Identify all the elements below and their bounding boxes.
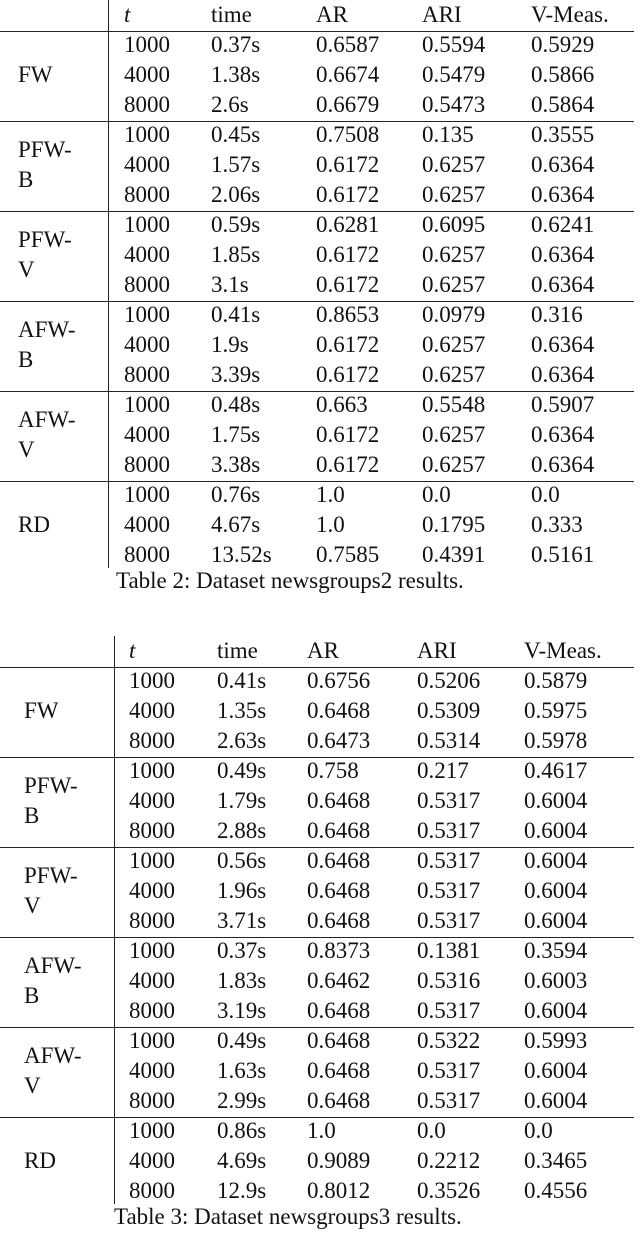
cell-t: 4000 [129, 1058, 175, 1083]
cell-vmeas: 0.6364 [531, 272, 595, 297]
cell-ar: 0.6468 [307, 998, 371, 1023]
cell-t: 8000 [124, 362, 170, 387]
cell-vmeas: 0.5866 [531, 62, 595, 87]
cell-vmeas: 0.6364 [531, 362, 595, 387]
cell-t: 1000 [129, 938, 175, 963]
cell-time: 2.88s [217, 818, 267, 843]
cell-vmeas: 0.6364 [531, 452, 595, 477]
cell-time: 0.37s [211, 32, 261, 57]
cell-ar: 0.6172 [316, 242, 380, 267]
table-row [0, 480, 640, 510]
cell-t: 1000 [129, 1118, 175, 1143]
table-row [0, 90, 640, 120]
cell-t: 8000 [129, 818, 175, 843]
table-row [0, 360, 640, 390]
table-row [0, 816, 640, 846]
header-row [0, 636, 640, 666]
cell-time: 1.9s [211, 332, 249, 357]
cell-ar: 0.6468 [307, 1058, 371, 1083]
cell-ari: 0.6257 [422, 182, 486, 207]
cell-vmeas: 0.6004 [524, 1058, 588, 1083]
cell-time: 4.67s [211, 512, 261, 537]
cell-time: 12.9s [217, 1178, 267, 1203]
cell-t: 1000 [124, 482, 170, 507]
cell-vmeas: 0.0 [531, 482, 560, 507]
cell-ari: 0.135 [422, 122, 474, 147]
cell-vmeas: 0.6004 [524, 848, 588, 873]
cell-t: 1000 [129, 848, 175, 873]
cell-ar: 0.6468 [307, 908, 371, 933]
cell-ar: 0.7585 [316, 542, 380, 567]
cell-ari: 0.6095 [422, 212, 486, 237]
cell-vmeas: 0.5864 [531, 92, 595, 117]
table-row [0, 966, 640, 996]
cell-ari: 0.5317 [417, 788, 481, 813]
cell-t: 8000 [124, 92, 170, 117]
cell-ari: 0.6257 [422, 362, 486, 387]
cell-time: 0.56s [217, 848, 267, 873]
cell-time: 1.57s [211, 152, 261, 177]
cell-ari: 0.5322 [417, 1028, 481, 1053]
cell-ar: 0.6468 [307, 698, 371, 723]
group-label-line: PFW- [24, 863, 78, 888]
table-row [0, 300, 640, 330]
cell-t: 8000 [129, 1088, 175, 1113]
cell-ar: 0.6172 [316, 272, 380, 297]
cell-t: 4000 [124, 62, 170, 87]
group-label-line: RD [18, 512, 50, 537]
table-row [0, 996, 640, 1026]
column-rule [108, 0, 109, 568]
cell-t: 4000 [124, 152, 170, 177]
cell-ari: 0.6257 [422, 452, 486, 477]
cell-time: 0.49s [217, 758, 267, 783]
group-label-line: B [24, 983, 40, 1008]
cell-vmeas: 0.0 [524, 1118, 553, 1143]
group-label-line: V [24, 1073, 41, 1098]
cell-vmeas: 0.6364 [531, 152, 595, 177]
cell-vmeas: 0.6364 [531, 242, 595, 267]
cell-t: 4000 [129, 968, 175, 993]
group-label-line: PFW- [18, 227, 72, 252]
cell-vmeas: 0.316 [531, 302, 583, 327]
cell-ari: 0.6257 [422, 422, 486, 447]
header-row [0, 0, 640, 30]
cell-ar: 0.9089 [307, 1148, 371, 1173]
table-row [0, 666, 640, 696]
cell-ar: 0.8373 [307, 938, 371, 963]
cell-t: 1000 [124, 212, 170, 237]
table-row [0, 180, 640, 210]
cell-time: 1.38s [211, 62, 261, 87]
cell-ari: 0.5317 [417, 1058, 481, 1083]
table-row [0, 1116, 640, 1146]
cell-time: 3.71s [217, 908, 267, 933]
table-row [0, 510, 640, 540]
cell-ar: 0.6172 [316, 332, 380, 357]
cell-ari: 0.0979 [422, 302, 486, 327]
cell-vmeas: 0.6364 [531, 182, 595, 207]
cell-t: 4000 [129, 878, 175, 903]
cell-vmeas: 0.6004 [524, 788, 588, 813]
cell-time: 13.52s [211, 542, 272, 567]
cell-vmeas: 0.6364 [531, 332, 595, 357]
cell-ari: 0.5473 [422, 92, 486, 117]
cell-t: 1000 [129, 668, 175, 693]
cell-ar: 0.6756 [307, 668, 371, 693]
cell-ari: 0.1795 [422, 512, 486, 537]
group-label-line: PFW- [24, 773, 78, 798]
table-row [0, 240, 640, 270]
cell-vmeas: 0.6241 [531, 212, 595, 237]
cell-ari: 0.1381 [417, 938, 481, 963]
table-row [0, 786, 640, 816]
group-label-line: AFW- [24, 953, 82, 978]
header-ari: ARI [422, 2, 462, 27]
cell-time: 1.63s [217, 1058, 267, 1083]
table-row [0, 60, 640, 90]
cell-time: 3.38s [211, 452, 261, 477]
cell-vmeas: 0.6003 [524, 968, 588, 993]
cell-time: 1.79s [217, 788, 267, 813]
table-row [0, 150, 640, 180]
cell-ari: 0.5317 [417, 908, 481, 933]
cell-t: 1000 [124, 302, 170, 327]
cell-t: 4000 [124, 422, 170, 447]
group-label-line: PFW- [18, 137, 72, 162]
group-label-line: B [24, 803, 40, 828]
cell-t: 8000 [124, 272, 170, 297]
cell-ari: 0.5314 [417, 728, 481, 753]
table-row [0, 876, 640, 906]
cell-t: 8000 [124, 182, 170, 207]
group-label-line: V [18, 437, 35, 462]
cell-ar: 0.6172 [316, 452, 380, 477]
cell-vmeas: 0.4556 [524, 1178, 588, 1203]
cell-ari: 0.5317 [417, 848, 481, 873]
cell-ar: 0.6172 [316, 182, 380, 207]
cell-ari: 0.5316 [417, 968, 481, 993]
cell-t: 4000 [129, 698, 175, 723]
header-vmeas: V-Meas. [524, 638, 602, 663]
cell-time: 0.49s [217, 1028, 267, 1053]
cell-ar: 0.6679 [316, 92, 380, 117]
cell-vmeas: 0.6004 [524, 998, 588, 1023]
table-caption: Table 2: Dataset newsgroups2 results. [116, 568, 464, 593]
cell-ari: 0.3526 [417, 1178, 481, 1203]
cell-ar: 0.6172 [316, 152, 380, 177]
table-row [0, 1086, 640, 1116]
cell-ari: 0.5317 [417, 1088, 481, 1113]
cell-vmeas: 0.6004 [524, 908, 588, 933]
cell-ar: 1.0 [316, 512, 345, 537]
group-label-line: B [18, 347, 34, 372]
cell-ar: 0.6468 [307, 1028, 371, 1053]
cell-vmeas: 0.333 [531, 512, 583, 537]
cell-ar: 1.0 [316, 482, 345, 507]
cell-t: 1000 [129, 758, 175, 783]
cell-time: 0.45s [211, 122, 261, 147]
table-row [0, 330, 640, 360]
cell-t: 1000 [129, 1028, 175, 1053]
group-label-line: V [18, 257, 35, 282]
cell-vmeas: 0.6004 [524, 1088, 588, 1113]
cell-ar: 1.0 [307, 1118, 336, 1143]
table-row [0, 906, 640, 936]
header-ari: ARI [417, 638, 457, 663]
group-label-line: AFW- [24, 1043, 82, 1068]
cell-t: 1000 [124, 122, 170, 147]
cell-vmeas: 0.5929 [531, 32, 595, 57]
cell-ar: 0.6473 [307, 728, 371, 753]
cell-t: 8000 [124, 542, 170, 567]
cell-time: 0.59s [211, 212, 261, 237]
cell-ar: 0.6468 [307, 818, 371, 843]
header-time: time [211, 2, 252, 27]
table-row [0, 390, 640, 420]
cell-ari: 0.0 [422, 482, 451, 507]
table-row [0, 1056, 640, 1086]
cell-ar: 0.6468 [307, 1088, 371, 1113]
cell-t: 4000 [129, 788, 175, 813]
cell-vmeas: 0.6004 [524, 818, 588, 843]
cell-t: 8000 [129, 1178, 175, 1203]
cell-t: 4000 [124, 512, 170, 537]
cell-ari: 0.5548 [422, 392, 486, 417]
cell-vmeas: 0.4617 [524, 758, 588, 783]
group-label-line: AFW- [18, 317, 76, 342]
header-ar: AR [316, 2, 348, 27]
cell-ari: 0.217 [417, 758, 469, 783]
cell-vmeas: 0.5879 [524, 668, 588, 693]
cell-ari: 0.5309 [417, 698, 481, 723]
cell-time: 2.6s [211, 92, 249, 117]
cell-ari: 0.5479 [422, 62, 486, 87]
cell-ar: 0.6468 [307, 788, 371, 813]
cell-time: 1.75s [211, 422, 261, 447]
cell-vmeas: 0.3594 [524, 938, 588, 963]
cell-t: 4000 [124, 242, 170, 267]
cell-vmeas: 0.3555 [531, 122, 595, 147]
cell-vmeas: 0.3465 [524, 1148, 588, 1173]
cell-ari: 0.6257 [422, 272, 486, 297]
cell-time: 0.41s [211, 302, 261, 327]
cell-ari: 0.2212 [417, 1148, 481, 1173]
cell-ari: 0.5317 [417, 818, 481, 843]
table-row [0, 696, 640, 726]
cell-vmeas: 0.5993 [524, 1028, 588, 1053]
table-row [0, 420, 640, 450]
cell-time: 0.76s [211, 482, 261, 507]
cell-time: 2.63s [217, 728, 267, 753]
group-label-line: B [18, 167, 34, 192]
cell-ar: 0.7508 [316, 122, 380, 147]
table-row [0, 1146, 640, 1176]
cell-t: 8000 [129, 908, 175, 933]
cell-ari: 0.5206 [417, 668, 481, 693]
cell-vmeas: 0.5978 [524, 728, 588, 753]
table-row [0, 1026, 640, 1056]
cell-ari: 0.5317 [417, 998, 481, 1023]
cell-vmeas: 0.5975 [524, 698, 588, 723]
cell-t: 8000 [124, 452, 170, 477]
cell-time: 1.96s [217, 878, 267, 903]
cell-ar: 0.6281 [316, 212, 380, 237]
header-vmeas: V-Meas. [531, 2, 609, 27]
header-time: time [217, 638, 258, 663]
group-label-line: RD [24, 1148, 56, 1173]
group-label-line: AFW- [18, 407, 76, 432]
cell-vmeas: 0.6004 [524, 878, 588, 903]
table-row [0, 846, 640, 876]
cell-t: 4000 [124, 332, 170, 357]
group-label-line: FW [24, 698, 59, 723]
cell-vmeas: 0.5907 [531, 392, 595, 417]
table-row [0, 210, 640, 240]
header-t: t [124, 2, 131, 27]
cell-ar: 0.6462 [307, 968, 371, 993]
cell-time: 0.41s [217, 668, 267, 693]
table-row [0, 726, 640, 756]
cell-time: 1.83s [217, 968, 267, 993]
cell-ar: 0.758 [307, 758, 359, 783]
cell-time: 3.39s [211, 362, 261, 387]
cell-time: 0.37s [217, 938, 267, 963]
cell-time: 2.06s [211, 182, 261, 207]
cell-time: 4.69s [217, 1148, 267, 1173]
cell-ar: 0.6172 [316, 362, 380, 387]
cell-ar: 0.663 [316, 392, 368, 417]
cell-t: 8000 [129, 998, 175, 1023]
cell-ar: 0.8653 [316, 302, 380, 327]
cell-time: 0.86s [217, 1118, 267, 1143]
cell-time: 1.35s [217, 698, 267, 723]
cell-ari: 0.5317 [417, 878, 481, 903]
cell-t: 1000 [124, 32, 170, 57]
cell-vmeas: 0.6364 [531, 422, 595, 447]
cell-ar: 0.6587 [316, 32, 380, 57]
cell-ari: 0.6257 [422, 152, 486, 177]
cell-time: 2.99s [217, 1088, 267, 1113]
table-caption: Table 3: Dataset newsgroups3 results. [114, 1204, 462, 1229]
cell-time: 3.19s [217, 998, 267, 1023]
table-row [0, 270, 640, 300]
cell-ari: 0.6257 [422, 332, 486, 357]
group-label-line: FW [18, 62, 53, 87]
cell-ar: 0.6468 [307, 848, 371, 873]
cell-ari: 0.0 [417, 1118, 446, 1143]
header-t: t [129, 638, 136, 663]
cell-ar: 0.6468 [307, 878, 371, 903]
table-row [0, 936, 640, 966]
table-row [0, 120, 640, 150]
cell-vmeas: 0.5161 [531, 542, 595, 567]
cell-ari: 0.4391 [422, 542, 486, 567]
cell-ar: 0.8012 [307, 1178, 371, 1203]
table-row [0, 756, 640, 786]
cell-ari: 0.6257 [422, 242, 486, 267]
cell-time: 3.1s [211, 272, 249, 297]
header-ar: AR [307, 638, 339, 663]
cell-ari: 0.5594 [422, 32, 486, 57]
cell-ar: 0.6674 [316, 62, 380, 87]
cell-ar: 0.6172 [316, 422, 380, 447]
column-rule [114, 636, 115, 1204]
cell-time: 1.85s [211, 242, 261, 267]
cell-t: 8000 [129, 728, 175, 753]
cell-time: 0.48s [211, 392, 261, 417]
cell-t: 4000 [129, 1148, 175, 1173]
group-label-line: V [24, 893, 41, 918]
table-row [0, 450, 640, 480]
cell-t: 1000 [124, 392, 170, 417]
table-row [0, 30, 640, 60]
